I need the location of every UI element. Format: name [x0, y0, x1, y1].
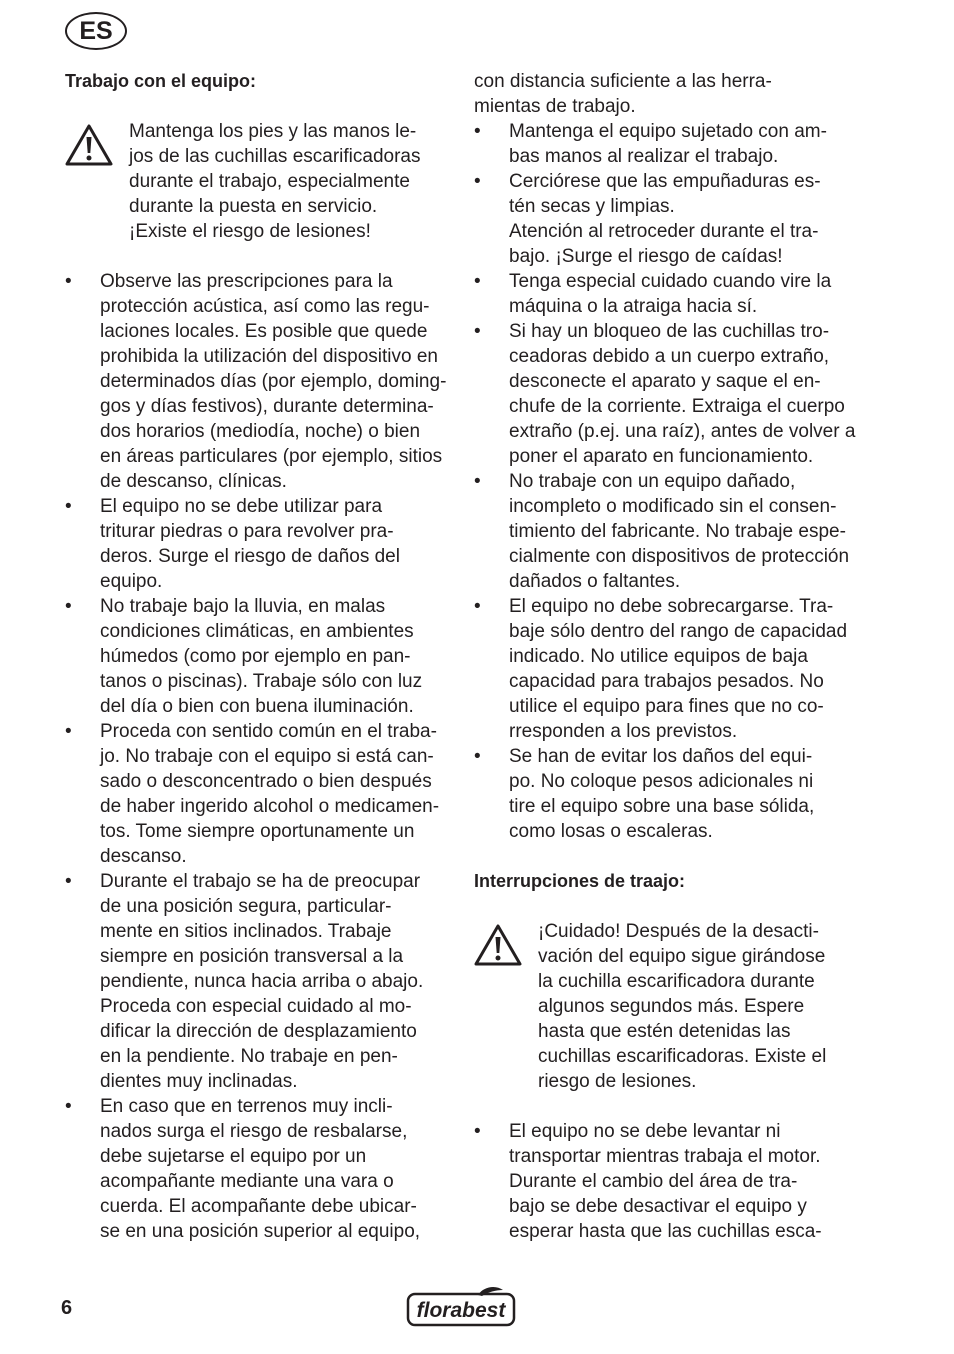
bullet-icon: • — [65, 1096, 72, 1117]
text-line: cuerda. El acompañante debe ubicar- — [100, 1196, 417, 1217]
text-line: mente en sitios inclinados. Trabaje — [100, 921, 392, 942]
logo-text: florabest — [416, 1299, 506, 1322]
text-line: pendiente, nunca hacia arriba o abajo. — [100, 971, 424, 992]
text-line: dificar la dirección de desplazamiento — [100, 1021, 417, 1042]
bullet-icon: • — [474, 596, 481, 617]
text-line: bajo se debe desactivar el equipo y — [509, 1196, 807, 1217]
warning-text — [129, 119, 420, 244]
right-column — [474, 69, 864, 1244]
bullet-icon: • — [65, 721, 72, 742]
list-item — [65, 269, 450, 494]
text-line: Observe las prescripciones para la — [100, 271, 393, 292]
language-badge: ES — [65, 12, 127, 50]
list-item — [474, 594, 864, 744]
text-line: El equipo no se debe levantar ni — [509, 1121, 781, 1142]
text-line: algunos segundos más. Espere — [538, 996, 805, 1017]
text-line: gos y días festivos), durante determina- — [100, 396, 434, 417]
bullet-icon: • — [474, 471, 481, 492]
bullet-icon: • — [474, 746, 481, 767]
bullet-icon: • — [474, 321, 481, 342]
list-item-text — [100, 869, 450, 1094]
text-line: cuchillas escarificadoras. Existe el — [538, 1046, 827, 1067]
text-line: bas manos al realizar el trabajo. — [509, 146, 779, 167]
text-line: acompañante mediante una vara o — [100, 1171, 394, 1192]
text-line: dos horarios (mediodía, noche) o bien — [100, 421, 421, 442]
text-line: en la pendiente. No trabaje en pen- — [100, 1046, 398, 1067]
text-line: Proceda con sentido común en el traba- — [100, 721, 437, 742]
text-line: se en una posición superior al equipo, — [100, 1221, 421, 1242]
text-line: durante la puesta en servicio. — [129, 196, 378, 217]
list-item — [65, 494, 450, 594]
list-item-text — [509, 319, 864, 469]
text-line: capacidad para trabajos pesados. No — [509, 671, 824, 692]
warning-triangle-icon — [65, 119, 129, 244]
list-item-text — [100, 269, 450, 494]
text-line: tén secas y limpias. — [509, 196, 675, 217]
text-line: vación del equipo sigue girándose — [538, 946, 826, 967]
text-line: Proceda con especial cuidado al mo- — [100, 996, 412, 1017]
text-line: de una posición segura, particular- — [100, 896, 392, 917]
text-line: extraño (p.ej. una raíz), antes de volver a — [509, 421, 856, 442]
list-item — [65, 719, 450, 869]
text-line: riesgo de lesiones. — [538, 1071, 697, 1092]
text-line: dañados o faltantes. — [509, 571, 681, 592]
text-line: El equipo no se debe utilizar para — [100, 496, 383, 517]
list-item — [474, 744, 864, 844]
list-item — [65, 869, 450, 1094]
text-line: rresponden a los previstos. — [509, 721, 738, 742]
list-item-text — [100, 1094, 450, 1244]
list-item-text — [509, 269, 864, 319]
text-line: jos de las cuchillas escarificadoras — [129, 146, 421, 167]
list-item — [65, 1094, 450, 1244]
text-line: tos. Tome siempre oportunamente un — [100, 821, 415, 842]
text-line: No trabaje con un equipo dañado, — [509, 471, 796, 492]
section-heading: Trabajo con el equipo: — [65, 71, 257, 91]
warning-triangle-icon — [474, 919, 538, 1094]
text-line: ceadoras debido a un cuerpo extraño, — [509, 346, 830, 367]
text-line: El equipo no debe sobrecargarse. Tra- — [509, 596, 834, 617]
text-line: cialmente con dispositivos de protección — [509, 546, 850, 567]
text-line: sado o desconcentrado o bien después — [100, 771, 432, 792]
bullet-icon: • — [65, 871, 72, 892]
text-line: como losas o escaleras. — [509, 821, 713, 842]
list-item — [474, 1119, 864, 1244]
left-column — [65, 69, 450, 1244]
text-line: dientes muy inclinadas. — [100, 1071, 298, 1092]
list-item-text — [509, 469, 864, 594]
text-line: chufe de la corriente. Extraiga el cuerpo — [509, 396, 845, 417]
text-line: Durante el trabajo se ha de preocupar — [100, 871, 421, 892]
warning-text — [538, 919, 826, 1094]
text-line: la cuchilla escarificadora durante — [538, 971, 815, 992]
warning-block — [65, 119, 450, 244]
bullet-icon: • — [474, 121, 481, 142]
list-item-text — [100, 594, 450, 719]
text-line: tanos o piscinas). Trabaje sólo con luz — [100, 671, 423, 692]
text-line: Cerciórese que las empuñaduras es- — [509, 171, 821, 192]
text-line: incompleto o modificado sin el consen- — [509, 496, 837, 517]
text-line: No trabaje bajo la lluvia, en malas — [100, 596, 386, 617]
text-line: triturar piedras o para revolver pra- — [100, 521, 394, 542]
text-line: jo. No trabaje con el equipo si está can- — [100, 746, 434, 767]
text-line: En caso que en terrenos muy incli- — [100, 1096, 393, 1117]
warning-block-interruptions — [474, 919, 864, 1094]
list-item — [474, 169, 864, 269]
list-item-text — [509, 1119, 864, 1244]
text-line: del día o bien con buena iluminación. — [100, 696, 414, 717]
list-item-text — [100, 719, 450, 869]
text-line: bajo. ¡Surge el riesgo de caídas! — [509, 246, 783, 267]
bullet-icon: • — [65, 271, 72, 292]
text-line: po. No coloque pesos adicionales ni — [509, 771, 814, 792]
text-line: húmedos (como por ejemplo en pan- — [100, 646, 411, 667]
text-line: hasta que estén detenidas las — [538, 1021, 791, 1042]
text-line: Tenga especial cuidado cuando vire la — [509, 271, 832, 292]
text-line: deros. Surge el riesgo de daños del — [100, 546, 400, 567]
text-line: Mantenga los pies y las manos le- — [129, 121, 417, 142]
text-line: transportar mientras trabaja el motor. — [509, 1146, 821, 1167]
text-line: de haber ingerido alcohol o medicamen- — [100, 796, 440, 817]
text-line: poner el aparato en funcionamiento. — [509, 446, 814, 467]
text-line: Se han de evitar los daños del equi- — [509, 746, 813, 767]
list-item — [65, 594, 450, 719]
bullet-icon: • — [474, 171, 481, 192]
bullet-icon: • — [65, 496, 72, 517]
text-line: utilice el equipo para fines que no co- — [509, 696, 824, 717]
text-line: Mantenga el equipo sujetado con am- — [509, 121, 827, 142]
bullet-list — [474, 1119, 864, 1244]
text-line: timiento del fabricante. No trabaje espe- — [509, 521, 846, 542]
text-line: Si hay un bloqueo de las cuchillas tro- — [509, 321, 830, 342]
text-line: en áreas particulares (por ejemplo, sitios — [100, 446, 443, 467]
list-item-text — [509, 744, 864, 844]
list-item-text — [509, 119, 864, 169]
florabest-logo — [406, 1286, 516, 1328]
text-line: desconecte el aparato y saque el en- — [509, 371, 821, 392]
text-line: nados surga el riesgo de resbalarse, — [100, 1121, 408, 1142]
list-item-text — [509, 594, 864, 744]
list-item — [474, 469, 864, 594]
text-line: Durante el cambio del área de tra- — [509, 1171, 798, 1192]
text-line: laciones locales. Es posible que quede — [100, 321, 428, 342]
bullet-list — [65, 269, 450, 1244]
text-line: durante el trabajo, especialmente — [129, 171, 410, 192]
text-line: descanso. — [100, 846, 187, 867]
text-line: mientas de trabajo. — [474, 96, 636, 117]
text-line: esperar hasta que las cuchillas esca- — [509, 1221, 822, 1242]
text-line: de descanso, clínicas. — [100, 471, 287, 492]
continuation-text — [474, 69, 864, 119]
text-line: baje sólo dentro del rango de capacidad — [509, 621, 848, 642]
bullet-icon: • — [65, 596, 72, 617]
text-line: equipo. — [100, 571, 163, 592]
page-number: 6 — [61, 1297, 73, 1319]
bullet-icon: • — [474, 1121, 481, 1142]
text-line: Atención al retroceder durante el tra- — [509, 221, 819, 242]
list-item — [474, 119, 864, 169]
list-item — [474, 269, 864, 319]
text-line: siempre en posición transversal a la — [100, 946, 404, 967]
bullet-list — [474, 119, 864, 844]
text-line: con distancia suficiente a las herra- — [474, 71, 772, 92]
text-line: debe sujetarse el equipo por un — [100, 1146, 367, 1167]
text-line: indicado. No utilice equipos de baja — [509, 646, 808, 667]
list-item — [474, 319, 864, 469]
text-line: máquina o la atraiga hacia sí. — [509, 296, 758, 317]
section-heading-interruptions: Interrupciones de traajo: — [474, 871, 686, 891]
text-line: determinados días (por ejemplo, doming- — [100, 371, 447, 392]
text-line: tire el equipo sobre una base sólida, — [509, 796, 815, 817]
list-item-text — [509, 169, 864, 269]
text-line: condiciones climáticas, en ambientes — [100, 621, 414, 642]
list-item-text — [100, 494, 450, 594]
text-line: protección acústica, así como las regu- — [100, 296, 430, 317]
text-line: prohibida la utilización del dispositivo en — [100, 346, 438, 367]
bullet-icon: • — [474, 271, 481, 292]
text-line: ¡Existe el riesgo de lesiones! — [129, 221, 371, 242]
text-line: ¡Cuidado! Después de la desacti- — [538, 921, 819, 942]
